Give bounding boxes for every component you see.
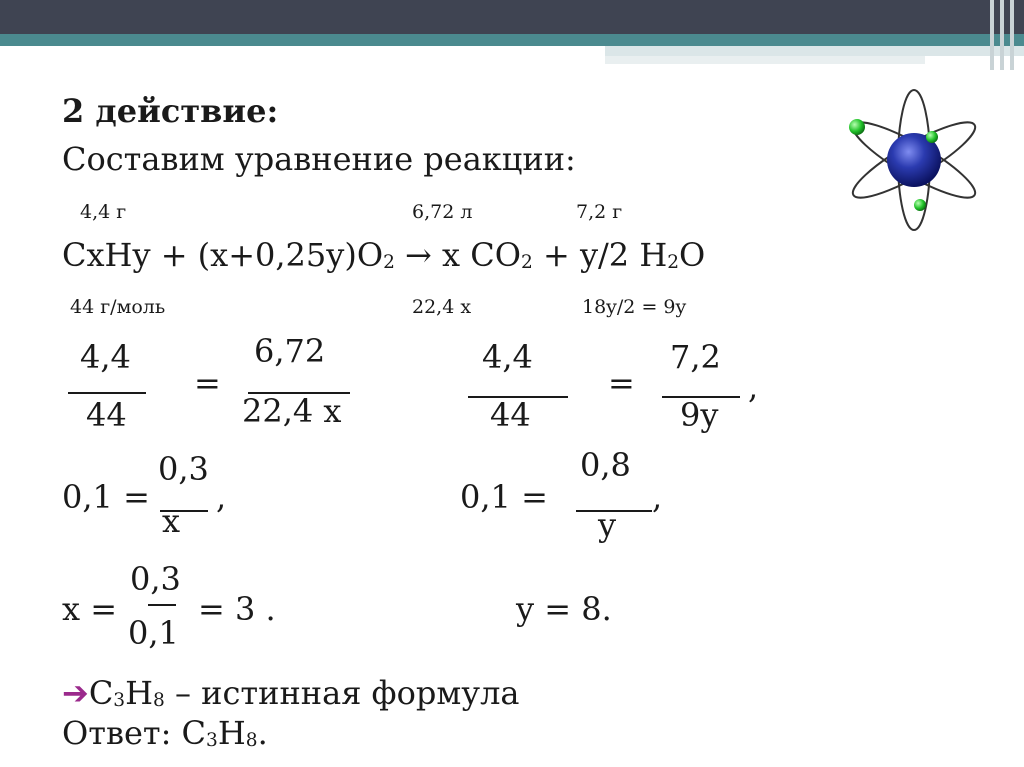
- volume-co2: 6,72 л: [412, 201, 473, 223]
- header-vertical-line: [1000, 0, 1004, 70]
- prop1-numerator-right: 6,72: [254, 332, 326, 370]
- prop1-numerator-left: 4,4: [80, 338, 131, 376]
- prop2-denominator-left: 44: [490, 396, 531, 434]
- line3-left-prefix: 0,1 =: [62, 478, 150, 516]
- line3-right-comma: ,: [652, 478, 663, 516]
- prop2-equals: =: [608, 364, 635, 402]
- line4-left-denominator: 0,1: [128, 614, 179, 652]
- heading: 2 действие:: [62, 92, 279, 130]
- subheading: Составим уравнение реакции:: [62, 140, 576, 178]
- header-teal-bar: [0, 34, 1024, 46]
- result-line: $➔C_3H_8$ – истинная формула: [62, 674, 520, 712]
- reaction-equation: CxHy + $(x+0,25y)O_2 \to x$ $CO_2 + y/2$ $H_2O$: [62, 236, 706, 274]
- prop2-comma: ,: [748, 368, 759, 406]
- molar-mass: 44 г/моль: [70, 296, 166, 318]
- atom-icon: [830, 88, 990, 238]
- line3-right-numerator: 0,8: [580, 446, 631, 484]
- line3-left-denominator: x: [162, 502, 181, 540]
- answer-line: Ответ: $C_3H_8$.: [62, 714, 268, 752]
- header-pale-bar-2: [605, 56, 925, 64]
- header-pale-bar: [605, 46, 1024, 56]
- arrow-right-icon: ➔: [62, 674, 89, 712]
- line4-right-result: y = 8.: [516, 590, 612, 628]
- line3-right-prefix: 0,1 =: [460, 478, 548, 516]
- prop2-numerator-left: 4,4: [482, 338, 533, 376]
- line3-right-denominator: y: [598, 506, 617, 544]
- line4-left-prefix: x =: [62, 590, 118, 628]
- line3-left-numerator: 0,3: [158, 450, 209, 488]
- header-dark-bar: [0, 0, 1024, 34]
- header-vertical-line: [990, 0, 994, 70]
- fraction-line: [68, 392, 146, 394]
- water-mass-expr: 18y/2 = 9y: [582, 296, 687, 318]
- fraction-line: [148, 604, 176, 606]
- prop2-denominator-right: 9y: [680, 396, 719, 434]
- mass-cxhy: 4,4 г: [80, 201, 127, 223]
- header-vertical-line: [1010, 0, 1014, 70]
- prop1-denominator-left: 44: [86, 396, 127, 434]
- prop2-numerator-right: 7,2: [670, 338, 721, 376]
- molar-volume: 22,4 x: [412, 296, 472, 318]
- prop1-denominator-right: 22,4 x: [242, 392, 342, 430]
- line4-left-result: = 3 .: [198, 590, 276, 628]
- prop1-equals: =: [194, 364, 221, 402]
- mass-h2o: 7,2 г: [576, 201, 623, 223]
- line4-left-numerator: 0,3: [130, 560, 181, 598]
- line3-left-comma: ,: [216, 478, 227, 516]
